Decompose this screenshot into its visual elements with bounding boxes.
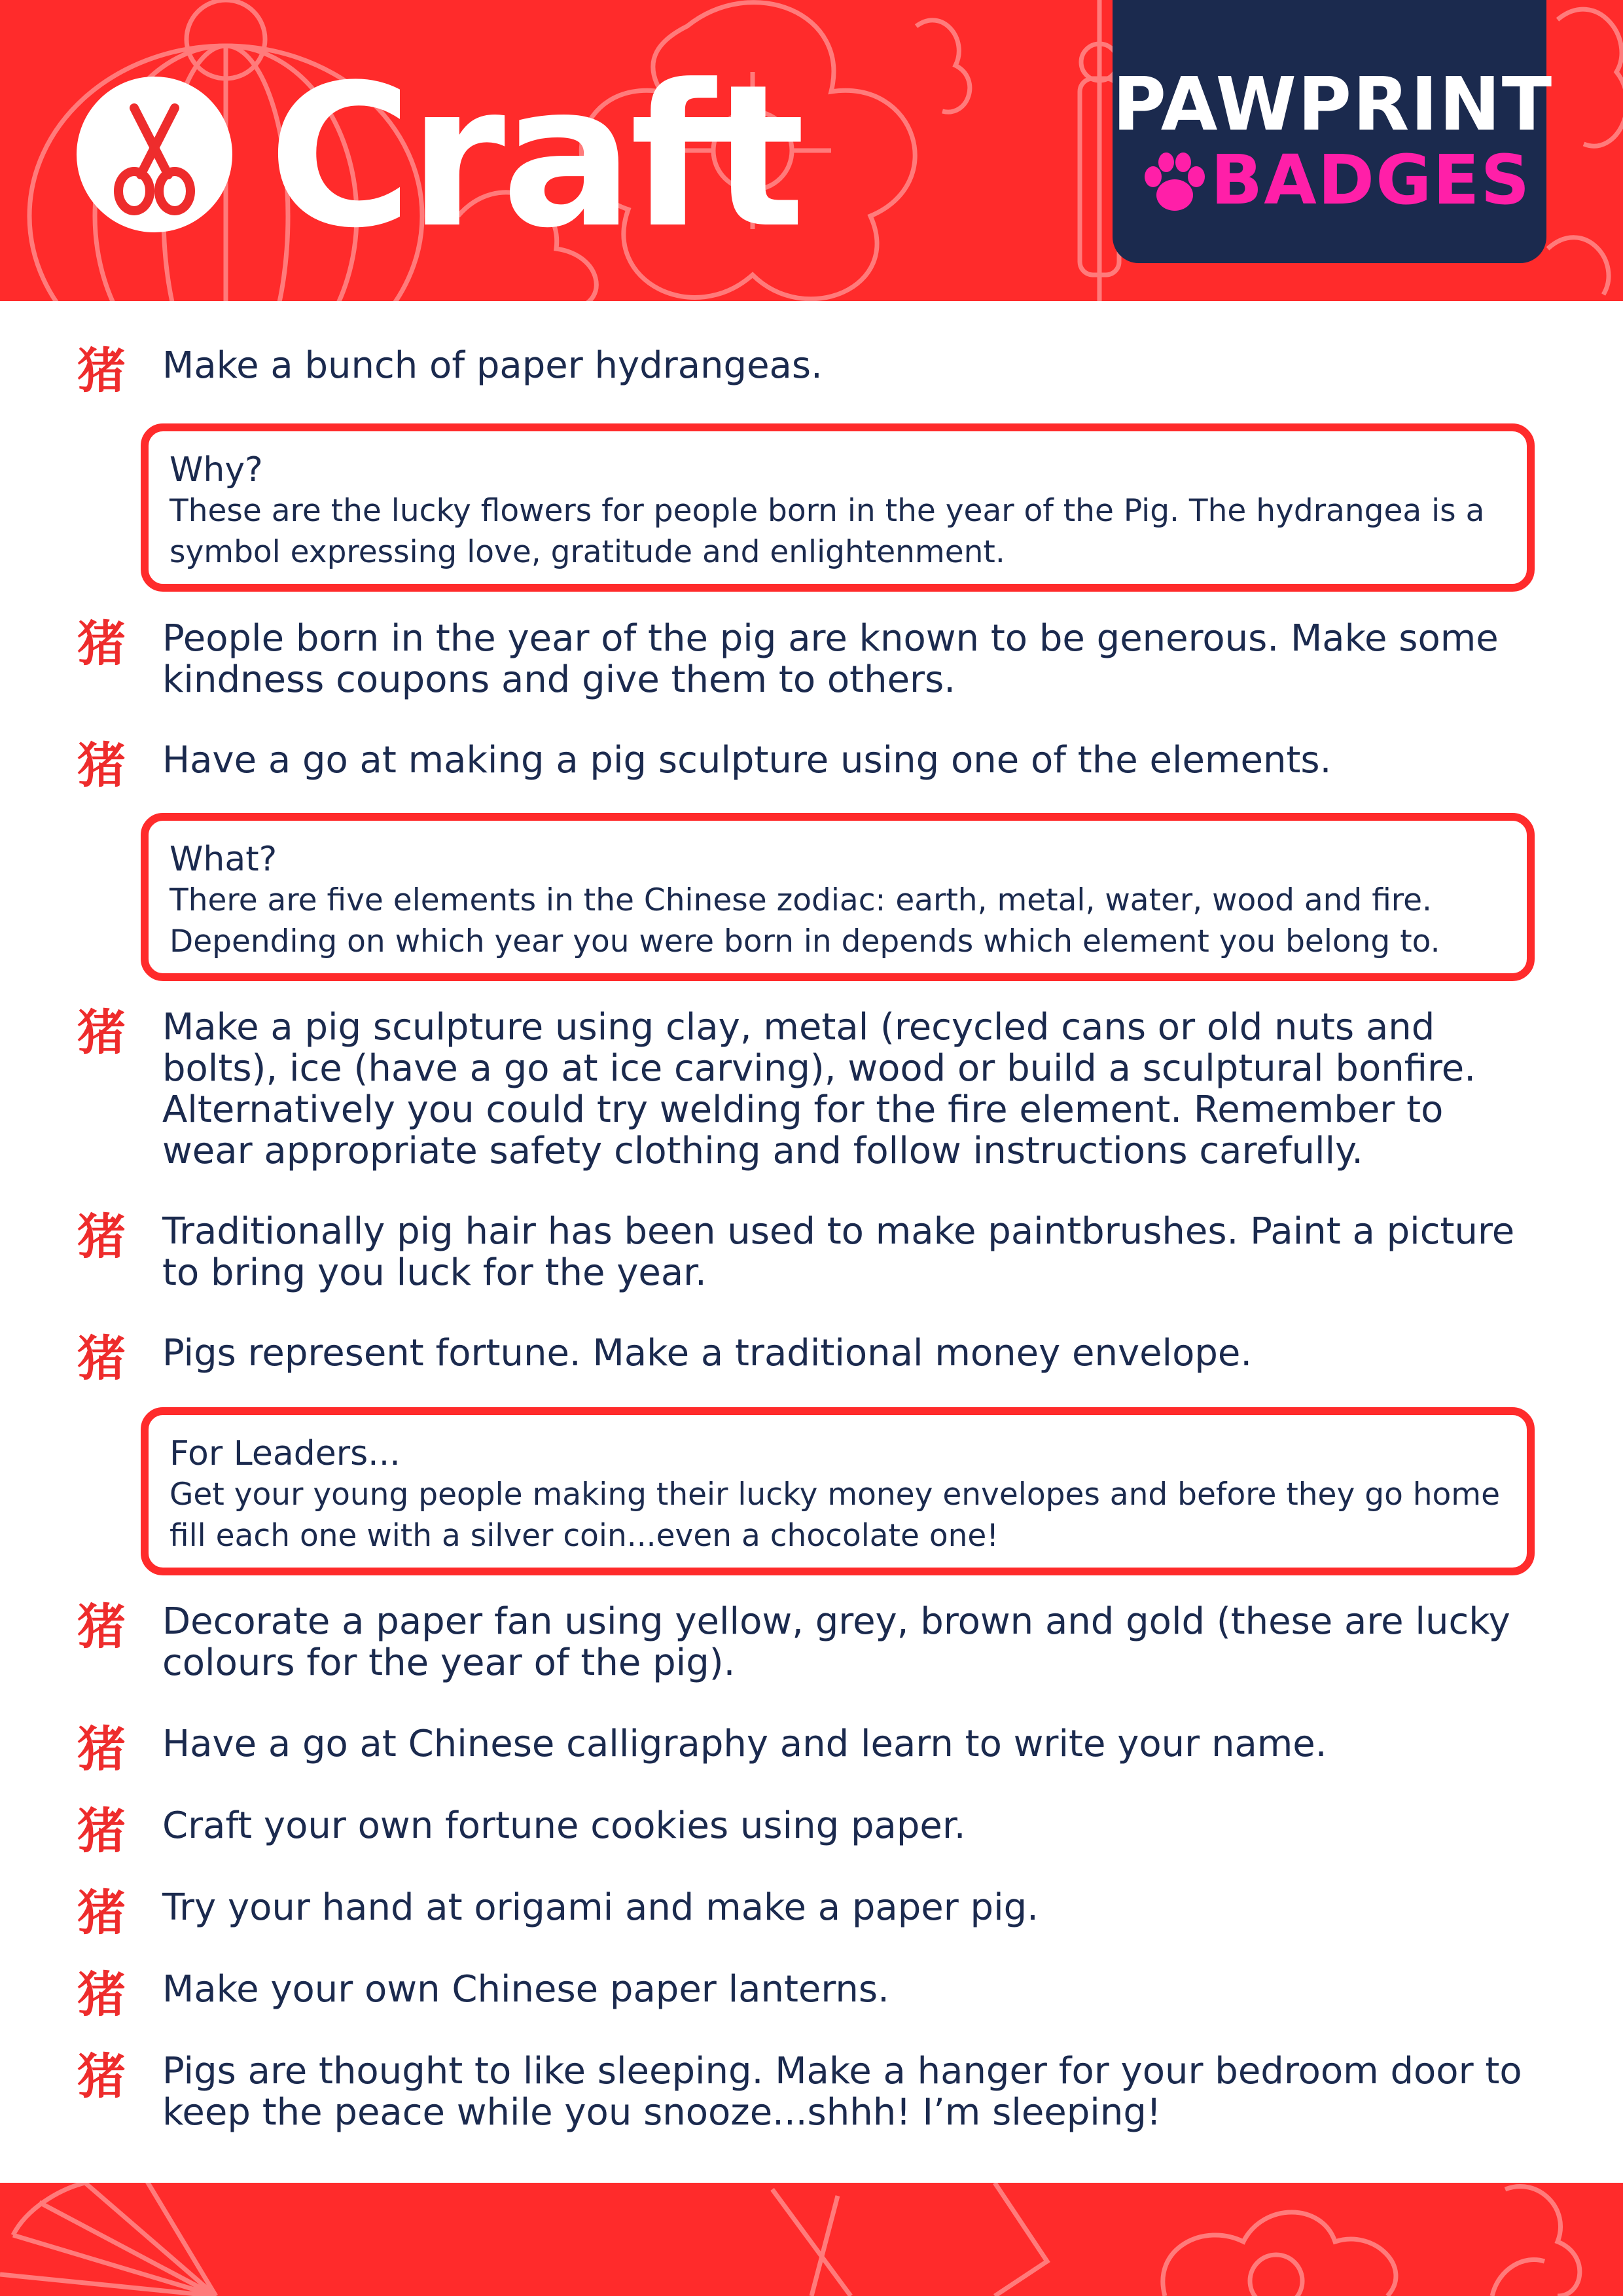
list-item-text: Craft your own fortune cookies using paper. bbox=[162, 1804, 966, 1847]
list-item-text: People born in the year of the pig are known to be generous. Make some kindness coupons and give them to others. bbox=[162, 617, 1499, 701]
list-item-text: Pigs are thought to like sleeping. Make a hanger for your bedroom door to keep the peace while you snooze...shhh! I’m sleeping! bbox=[162, 2050, 1522, 2134]
pig-character-icon: 猪 bbox=[77, 1885, 126, 1941]
info-box-what bbox=[141, 813, 1535, 981]
pig-character-icon: 猪 bbox=[77, 1331, 126, 1387]
pig-character-icon: 猪 bbox=[77, 1967, 126, 2023]
list-item-text: Make your own Chinese paper lanterns. bbox=[162, 1968, 889, 2011]
pig-character-icon: 猪 bbox=[77, 738, 126, 794]
fan-flower-pattern bbox=[0, 2183, 1623, 2296]
pig-character-icon: 猪 bbox=[77, 1599, 126, 1655]
pig-character-icon: 猪 bbox=[77, 616, 126, 672]
box-text: These are the lucky flowers for people born in the year of the Pig. The hydrangea is a symbol expressing love, gratitude and enlightenment. bbox=[169, 493, 1485, 570]
list-item-text: Have a go at Chinese calligraphy and learn to write your name. bbox=[162, 1723, 1327, 1765]
pig-character-icon: 猪 bbox=[77, 1721, 126, 1778]
list-item-text: Make a bunch of paper hydrangeas. bbox=[162, 344, 823, 387]
pawprint-badges-logo bbox=[1113, 0, 1554, 263]
pig-character-icon: 猪 bbox=[77, 343, 126, 399]
page-title: Craft bbox=[268, 43, 802, 271]
pig-character-icon: 猪 bbox=[77, 1209, 126, 1265]
list-item-text: Have a go at making a pig sculpture using one of the elements. bbox=[162, 739, 1332, 781]
pig-character-icon: 猪 bbox=[77, 2049, 126, 2105]
list-item-text: Pigs represent fortune. Make a traditional money envelope. bbox=[162, 1332, 1253, 1374]
header-banner bbox=[0, 0, 1623, 301]
pig-character-icon: 猪 bbox=[77, 1005, 126, 1061]
box-title: What? bbox=[169, 840, 277, 879]
logo-line1: PAWPRINT bbox=[1113, 62, 1554, 147]
box-title: For Leaders... bbox=[169, 1434, 401, 1473]
footer-banner bbox=[0, 2183, 1623, 2296]
info-box-why bbox=[141, 423, 1535, 592]
info-box-for-leaders bbox=[141, 1407, 1535, 1575]
box-text: Get your young people making their lucky money envelopes and before they go home fill each one with a silver coin...even a chocolate one! bbox=[169, 1477, 1501, 1554]
list-item-text: Make a pig sculpture using clay, metal (recycled cans or old nuts and bolts), ice (have a go at ice carving), wood or build a sculptural bonfire. Alternatively you could try welding for the fire element. Remember to wear appropriate safety clothing and follow instructions carefully. bbox=[162, 1006, 1476, 1172]
list-item-text: Traditionally pig hair has been used to make paintbrushes. Paint a picture to bring you luck for the year. bbox=[162, 1210, 1515, 1294]
list-item-text: Try your hand at origami and make a paper pig. bbox=[162, 1886, 1039, 1929]
pig-character-icon: 猪 bbox=[77, 1803, 126, 1859]
box-title: Why? bbox=[169, 450, 263, 490]
box-text: There are five elements in the Chinese zodiac: earth, metal, water, wood and fire. Depending on which year you were born in depends which element you belong to. bbox=[169, 882, 1440, 960]
logo-line2: BADGES bbox=[1211, 140, 1531, 220]
scissors-icon bbox=[77, 77, 232, 232]
list-item-text: Decorate a paper fan using yellow, grey, brown and gold (these are lucky colours for the year of the pig). bbox=[162, 1600, 1510, 1684]
paw-icon bbox=[1139, 151, 1211, 216]
